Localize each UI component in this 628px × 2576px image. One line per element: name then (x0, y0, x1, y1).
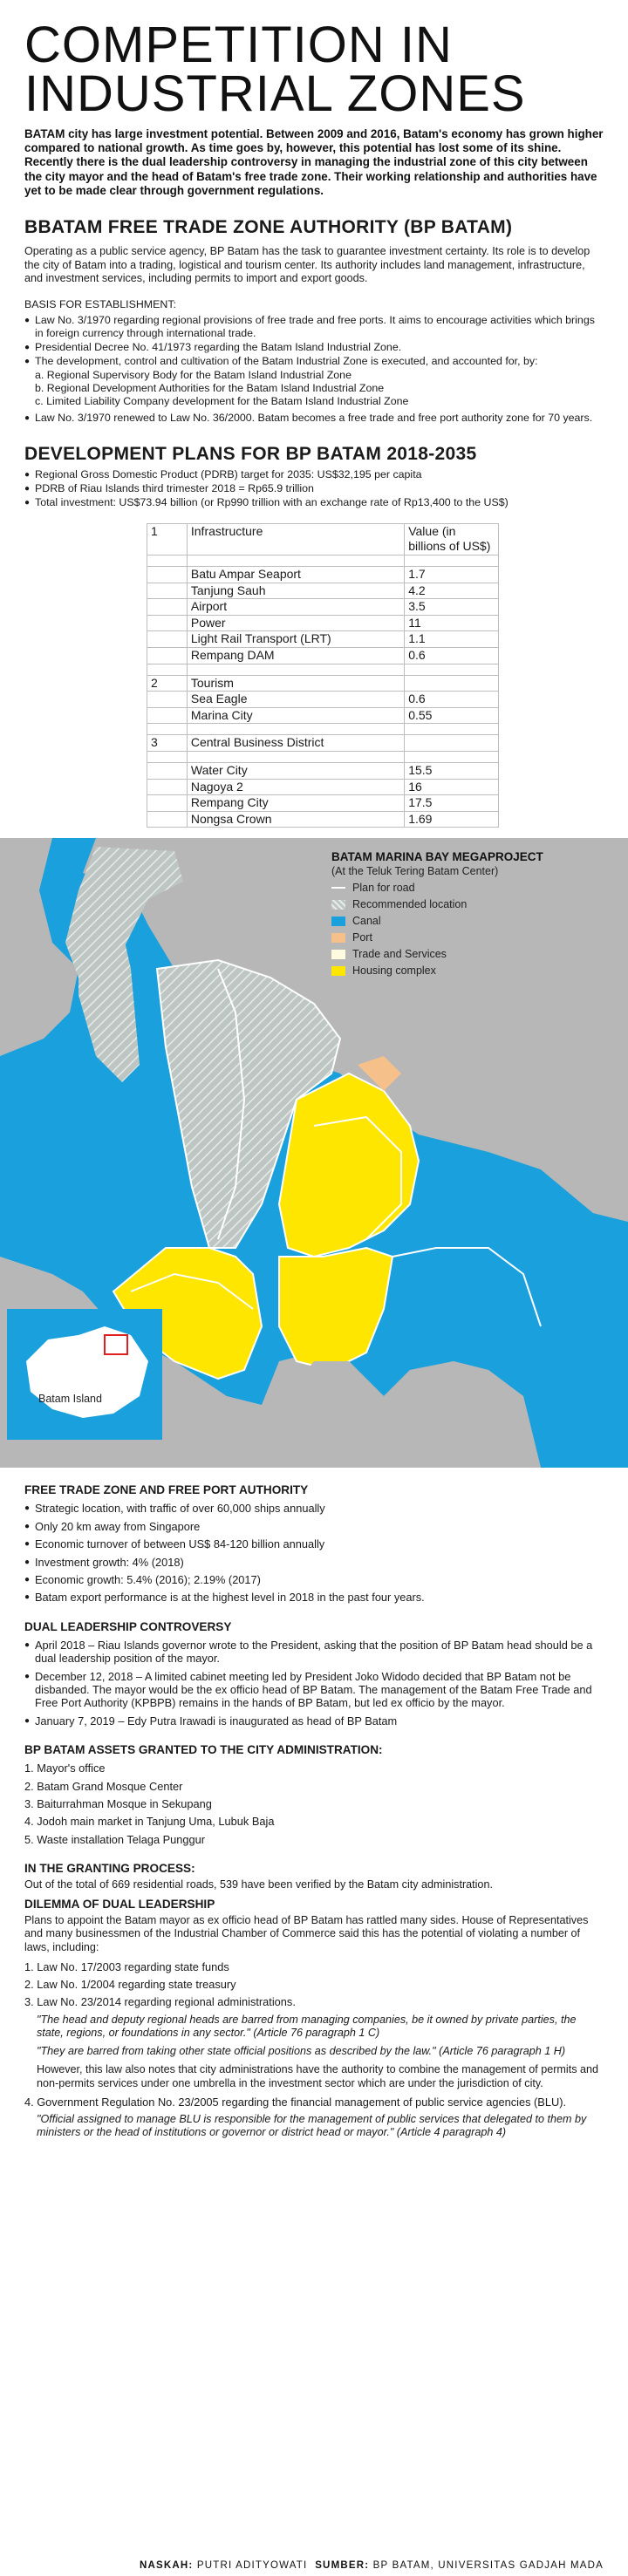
table-row (147, 795, 499, 812)
hatch-swatch-icon (331, 900, 345, 910)
legend-label: Trade and Services (352, 948, 447, 961)
table-cell: 0.6 (405, 647, 499, 664)
table-cell: 0.6 (405, 692, 499, 708)
lede-paragraph: BATAM city has large investment potential. Between 2009 and 2016, Batam's economy has grown higher compared to national growth. As time goes by, however, this potential has lost some of its shine. Recently there is the dual leadership controversy in managing the industrial zone of this city between the city mayor and the head of Batam's free trade zone. Their working relationship and authorities have yet to be made clear through government regulations. (24, 127, 604, 197)
table-row (147, 599, 499, 616)
table-cell: Central Business District (187, 735, 404, 752)
credit-naskah-label: NASKAH: (140, 2560, 194, 2571)
table-cell: 3 (147, 735, 188, 752)
dilemma-body: Plans to appoint the Batam mayor as ex officio head of BP Batam has rattled many sides. House of Representatives and many businessmen of the Industrial Chamber of Commerce said this has the potential of violating a number of laws, including: (24, 1913, 589, 1953)
table-cell: 1 (147, 523, 188, 555)
list-item: ● December 12, 2018 – A limited cabinet meeting led by President Joko Widodo decided that BP Batam not be disbanded. The mayor would be the ex officio head of BP Batam. The management of the Batam Free Trade and Free Port Authority (KPBPB) remains in the hands of BP Batam, but led ex officio by the mayor. (24, 1670, 604, 1710)
legend-label: Recommended location (352, 898, 468, 911)
list-item: ● Economic growth: 5.4% (2016); 2.19% (2017) (24, 1573, 604, 1586)
credit-sumber: BP BATAM, UNIVERSITAS GADJAH MADA (372, 2560, 604, 2571)
table-cell: 1.69 (405, 811, 499, 828)
table-cell: 3.5 (405, 599, 499, 616)
table-cell: Sea Eagle (187, 692, 404, 708)
dual-leadership-list (24, 1639, 604, 1728)
table-cell: Rempang DAM (187, 647, 404, 664)
port-swatch-icon (331, 933, 345, 943)
table-row (147, 751, 499, 762)
trade-swatch-icon (331, 950, 345, 959)
ftz-heading: FREE TRADE ZONE AND FREE PORT AUTHORITY (24, 1483, 309, 1497)
investment-table (147, 523, 499, 828)
table-row (147, 724, 499, 735)
table-row (147, 566, 499, 583)
table-cell: 1.7 (405, 566, 499, 583)
table-cell: 11 (405, 615, 499, 631)
credit-line (140, 2560, 604, 2571)
table-row (147, 615, 499, 631)
list-item: ● Regional Gross Domestic Product (PDRB) target for 2035: US$32,195 per capita (24, 468, 604, 481)
basis-title: BASIS FOR ESTABLISHMENT: (24, 297, 176, 310)
table-row (147, 675, 499, 692)
assets-heading: BP BATAM ASSETS GRANTED TO THE CITY ADMINISTRATION: (24, 1743, 383, 1757)
megaproject-map (0, 838, 628, 1468)
table-cell: Rempang City (187, 795, 404, 812)
table-cell: 1.1 (405, 631, 499, 648)
table-cell: Tourism (187, 675, 404, 692)
table-header-value: Value (in billions of US$) (405, 523, 499, 555)
list-item: ● The development, control and cultivation of the Batam Industrial Zone is executed, and accounted for, by: (24, 355, 604, 368)
list-item: b. Regional Development Authorities for the Batam Island Industrial Zone (35, 381, 385, 394)
road-line-icon (331, 887, 345, 889)
table-row (147, 692, 499, 708)
list-item: 2. Batam Grand Mosque Center (24, 1779, 183, 1793)
list-item: ● PDRB of Riau Islands third trimester 2018 = Rp65.9 trillion (24, 482, 604, 495)
table-cell: 4.2 (405, 583, 499, 599)
list-item: a. Regional Supervisory Body for the Batam Island Industrial Zone (35, 368, 352, 381)
legend-label: Port (352, 931, 372, 944)
map-legend (331, 850, 543, 977)
table-cell: Nongsa Crown (187, 811, 404, 828)
table-cell: 2 (147, 675, 188, 692)
dual-leadership-heading: DUAL LEADERSHIP CONTROVERSY (24, 1619, 232, 1633)
legend-label: Canal (352, 915, 381, 928)
title-line-1: COMPETITION IN (24, 17, 453, 73)
list-item: ● Law No. 3/1970 regarding regional provisions of free trade and free ports. It aims to encourage activities which brings in foreign currency through international trade. (24, 314, 604, 340)
credit-naskah: PUTRI ADITYOWATI (196, 2560, 308, 2571)
list-item: 2. Law No. 1/2004 regarding state treasury (24, 1977, 236, 1991)
legend-item (331, 964, 543, 977)
list-item: ● Batam export performance is at the highest level in 2018 in the past four years. (24, 1591, 604, 1604)
canal-swatch-icon (331, 917, 345, 926)
quote-article-4: "Official assigned to manage BLU is responsible for the management of public services that delegated to them by ministers or the head of institutions or governor or district head or mayor." (Article 4 paragraph 4) (37, 2113, 587, 2139)
table-cell: Marina City (187, 707, 404, 724)
table-row (147, 811, 499, 828)
list-item: 4. Government Regulation No. 23/2005 regarding the financial management of public service agencies (BLU). (24, 2095, 567, 2109)
laws-list-4 (24, 2096, 604, 2109)
list-item: ● Law No. 3/1970 renewed to Law No. 36/2000. Batam becomes a free trade and free port authority zone for 70 years. (24, 412, 604, 425)
table-row (147, 583, 499, 599)
table-row (147, 779, 499, 795)
list-item: ● Investment growth: 4% (2018) (24, 1556, 604, 1569)
table-cell: 15.5 (405, 762, 499, 779)
granting-heading: IN THE GRANTING PROCESS: (24, 1862, 195, 1876)
list-item: ● Strategic location, with traffic of over 60,000 ships annually (24, 1502, 604, 1515)
table-row (147, 555, 499, 566)
list-item: ● April 2018 – Riau Islands governor wrote to the President, asking that the position of BP Batam head should be a dual leadership position of the mayor. (24, 1639, 604, 1666)
table-cell: Power (187, 615, 404, 631)
list-item: ● Presidential Decree No. 41/1973 regarding the Batam Island Industrial Zone. (24, 341, 604, 354)
list-item: 5. Waste installation Telaga Punggur (24, 1832, 206, 1846)
list-item: 1. Law No. 17/2003 regarding state funds (24, 1959, 229, 1973)
table-cell: Tanjung Sauh (187, 583, 404, 599)
bp-batam-description: Operating as a public service agency, BP Batam has the task to guarantee investment certainty. Its role is to develop the city of Batam into a trading, logistical and tourism center. Its authority includes land management, infrastructure, and investment services, including permits to import and export goods. (24, 245, 590, 285)
granting-body: Out of the total of 669 residential roads, 539 have been verified by the Batam city administration. (24, 1878, 493, 1891)
section-heading-bp-batam: BBATAM FREE TRADE ZONE AUTHORITY (BP BATAM) (24, 217, 513, 238)
table-row (147, 762, 499, 779)
table-cell: Light Rail Transport (LRT) (187, 631, 404, 648)
title-line-2: INDUSTRIAL ZONES (24, 65, 526, 122)
legend-label: Housing complex (352, 964, 436, 978)
list-item: 3. Baiturrahman Mosque in Sekupang (24, 1796, 212, 1810)
list-item: 3. Law No. 23/2014 regarding regional administrations. (24, 1995, 296, 2009)
map-title: BATAM MARINA BAY MEGAPROJECT (331, 850, 543, 864)
law-note: However, this law also notes that city administrations have the authority to combine the management of permits and non-permits services under one umbrella in the investment sector which are under the jurisdiction of city. (37, 2063, 599, 2089)
table-row (147, 664, 499, 675)
table-cell: Infrastructure (187, 523, 404, 555)
list-item: 1. Mayor's office (24, 1762, 106, 1775)
assets-list (24, 1762, 604, 1846)
table-row (147, 631, 499, 648)
section-heading-development-plans: DEVELOPMENT PLANS FOR BP BATAM 2018-2035 (24, 443, 477, 464)
quote-article-76-h: "They are barred from taking other state official positions as described by the law." (Article 76 paragraph 1 H) (37, 2045, 566, 2058)
table-cell: Nagoya 2 (187, 779, 404, 795)
page-title (24, 0, 604, 122)
credit-sumber-label: SUMBER: (315, 2560, 370, 2571)
basis-list-last (24, 412, 604, 425)
table-cell: Airport (187, 599, 404, 616)
table-cell: 16 (405, 779, 499, 795)
table-cell: 0.55 (405, 707, 499, 724)
table-row (147, 523, 499, 555)
table-cell: Batu Ampar Seaport (187, 566, 404, 583)
development-list (24, 468, 604, 509)
legend-item (331, 882, 543, 894)
legend-item (331, 948, 543, 960)
housing-swatch-icon (331, 966, 345, 976)
list-item: 4. Jodoh main market in Tanjung Uma, Lubuk Baja (24, 1815, 275, 1829)
list-item: ● Total investment: US$73.94 billion (or Rp990 trillion with an exchange rate of Rp13,400 to the US$) (24, 496, 604, 509)
basis-sublist (24, 369, 604, 408)
inset-label: Batam Island (38, 1393, 102, 1406)
table-row (147, 735, 499, 752)
table-row (147, 707, 499, 724)
map-subtitle: (At the Teluk Tering Batam Center) (331, 865, 499, 878)
table-row (147, 647, 499, 664)
laws-list (24, 1960, 604, 2009)
table-cell: 17.5 (405, 795, 499, 812)
legend-label: Plan for road (352, 882, 415, 895)
list-item: ● Economic turnover of between US$ 84-120 billion annually (24, 1537, 604, 1550)
quote-article-76-c: "The head and deputy regional heads are barred from managing companies, be it owned by private parties, the state, regions, or foundations in any sector." (Article 76 paragraph 1 C) (37, 2013, 577, 2039)
dilemma-heading: DILEMMA OF DUAL LEADERSHIP (24, 1897, 215, 1911)
list-item: ● January 7, 2019 – Edy Putra Irawadi is inaugurated as head of BP Batam (24, 1714, 604, 1728)
legend-item (331, 931, 543, 944)
list-item: c. Limited Liability Company development for the Batam Island Industrial Zone (35, 394, 409, 407)
ftz-list (24, 1502, 604, 1604)
table-cell: Water City (187, 762, 404, 779)
legend-item (331, 898, 543, 910)
list-item: ● Only 20 km away from Singapore (24, 1520, 604, 1533)
legend-item (331, 915, 543, 927)
basis-list (24, 314, 604, 368)
